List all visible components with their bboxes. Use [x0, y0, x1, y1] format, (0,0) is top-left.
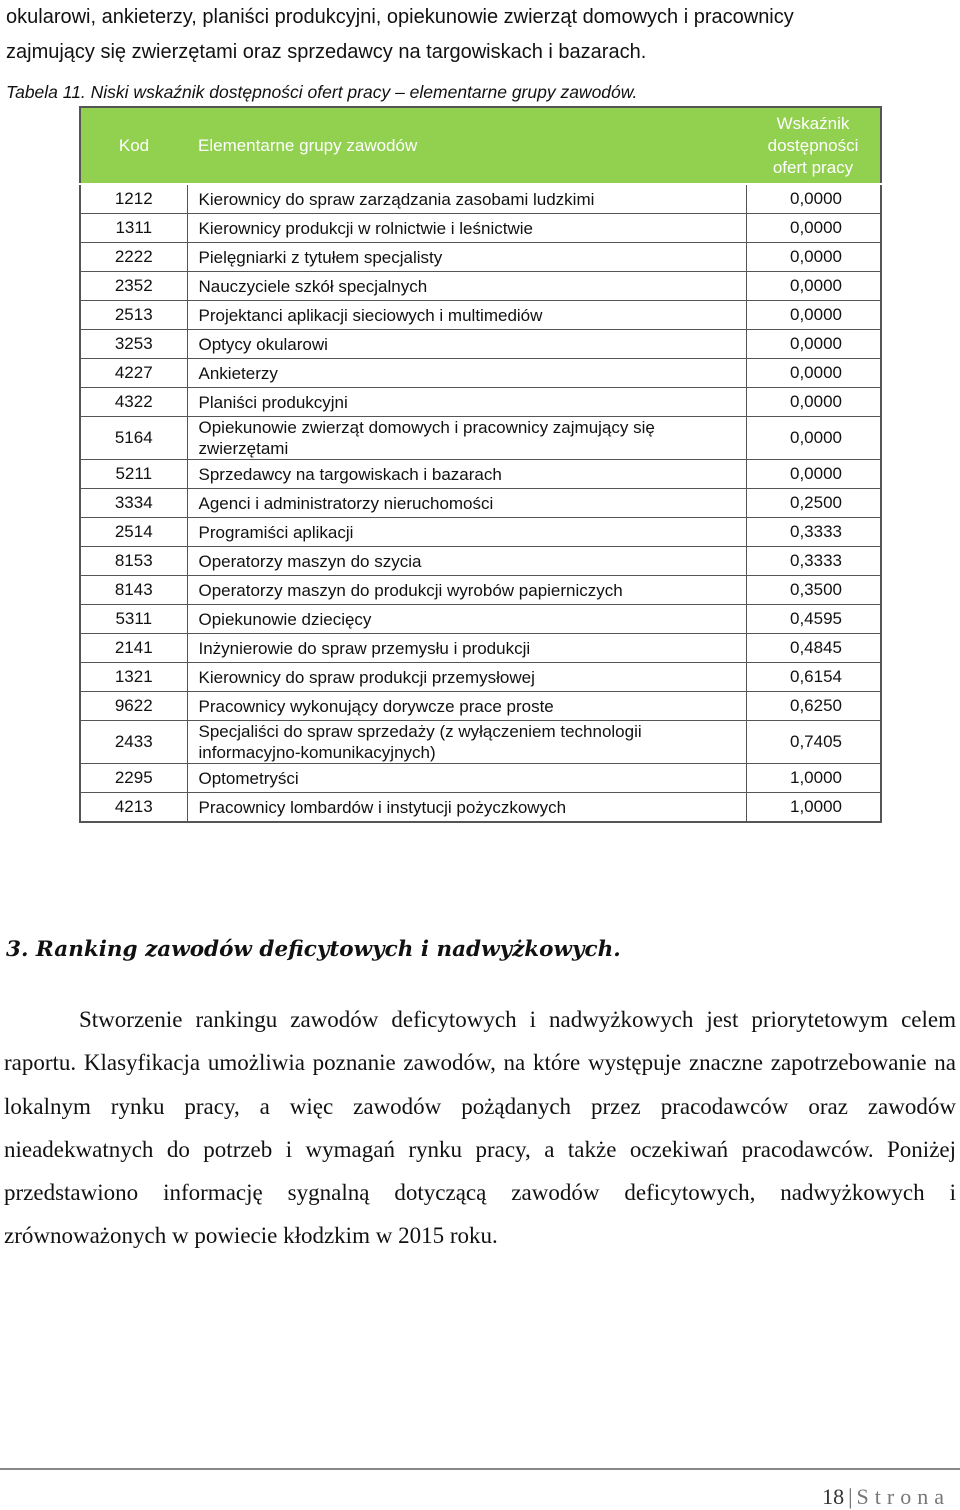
row-code: 4322: [80, 388, 187, 417]
row-name: Pielęgniarki z tytułem specjalisty: [187, 243, 746, 272]
row-value: 0,0000: [746, 359, 881, 388]
row-value: 0,0000: [746, 460, 881, 489]
row-value: 0,4595: [746, 605, 881, 634]
table-row: [80, 214, 881, 243]
row-name: Nauczyciele szkół specjalnych: [187, 272, 746, 301]
table-caption: Tabela 11. Niski wskaźnik dostępności ofert pracy – elementarne grupy zawodów.: [6, 82, 638, 102]
row-name: Sprzedawcy na targowiskach i bazarach: [187, 460, 746, 489]
row-value: 0,3333: [746, 547, 881, 576]
row-name: Specjaliści do spraw sprzedaży (z wyłączeniem technologii informacyjno-komunikacyjnych): [187, 721, 746, 764]
row-name: Kierownicy produkcji w rolnictwie i leśnictwie: [187, 214, 746, 243]
table-row: [80, 663, 881, 692]
intro-line-1: okularowi, ankieterzy, planiści produkcyjni, opiekunowie zwierząt domowych i pracownicy: [6, 6, 794, 28]
row-value: 1,0000: [746, 764, 881, 793]
row-value: 0,0000: [746, 417, 881, 460]
row-code: 3253: [80, 330, 187, 359]
row-code: 2433: [80, 721, 187, 764]
row-value: 1,0000: [746, 793, 881, 823]
table-body: [80, 184, 881, 822]
row-value: 0,2500: [746, 489, 881, 518]
table-row: [80, 184, 881, 214]
row-value: 0,0000: [746, 301, 881, 330]
table-row: [80, 721, 881, 764]
row-code: 3334: [80, 489, 187, 518]
row-value: 0,0000: [746, 214, 881, 243]
row-code: 2352: [80, 272, 187, 301]
row-code: 4213: [80, 793, 187, 823]
row-value: 0,0000: [746, 272, 881, 301]
header-index: [746, 107, 881, 184]
table-row: [80, 460, 881, 489]
table-row: [80, 634, 881, 663]
table-row: [80, 301, 881, 330]
row-name: Kierownicy do spraw produkcji przemysłowej: [187, 663, 746, 692]
row-code: 2141: [80, 634, 187, 663]
section-heading: 3. Ranking zawodów deficytowych i nadwyżkowych.: [6, 937, 621, 962]
row-value: 0,0000: [746, 388, 881, 417]
row-code: 2513: [80, 301, 187, 330]
row-name: Pracownicy wykonujący dorywcze prace proste: [187, 692, 746, 721]
table-row: [80, 793, 881, 823]
row-value: 0,0000: [746, 243, 881, 272]
footer-separator: |: [848, 1484, 853, 1509]
table-row: [80, 417, 881, 460]
table-row: [80, 359, 881, 388]
row-name: Planiści produkcyjni: [187, 388, 746, 417]
row-value: 0,7405: [746, 721, 881, 764]
page-number: 18: [822, 1484, 845, 1509]
row-name: Ankieterzy: [187, 359, 746, 388]
row-value: 0,6154: [746, 663, 881, 692]
row-code: 8143: [80, 576, 187, 605]
row-code: 1321: [80, 663, 187, 692]
row-name: Agenci i administratorzy nieruchomości: [187, 489, 746, 518]
row-code: 2295: [80, 764, 187, 793]
row-name: Optometryści: [187, 764, 746, 793]
row-name: Programiści aplikacji: [187, 518, 746, 547]
row-value: 0,0000: [746, 184, 881, 214]
occupations-table: [79, 106, 882, 823]
row-value: 0,4845: [746, 634, 881, 663]
row-code: 2514: [80, 518, 187, 547]
table-row: [80, 576, 881, 605]
row-code: 9622: [80, 692, 187, 721]
row-name: Operatorzy maszyn do szycia: [187, 547, 746, 576]
row-name: Projektanci aplikacji sieciowych i multimediów: [187, 301, 746, 330]
row-value: 0,6250: [746, 692, 881, 721]
footer-word: Strona: [856, 1484, 950, 1509]
section-paragraph: Stworzenie rankingu zawodów deficytowych i nadwyżkowych jest priorytetowym celem raportu. Klasyfikacja umożliwia poznanie zawodów, na które występuje znaczne zapotrzebowanie na lokalnym rynku pracy, a więc zawodów pożądanych przez pracodawców oraz zawodów nieadekwatnych do potrzeb i wymagań rynku pracy, a także oczekiwań pracodawców. Poniżej przedstawiono informację sygnalną dotyczącą zawodów deficytowych, nadwyżkowych i zrównoważonych w powiecie kłodzkim w 2015 roku.: [4, 1007, 956, 1249]
row-code: 1212: [80, 184, 187, 214]
row-code: 5211: [80, 460, 187, 489]
table-row: [80, 388, 881, 417]
row-code: 1311: [80, 214, 187, 243]
row-code: 5311: [80, 605, 187, 634]
table-row: [80, 272, 881, 301]
row-code: 8153: [80, 547, 187, 576]
header-name: Elementarne grupy zawodów: [187, 107, 746, 184]
row-value: 0,0000: [746, 330, 881, 359]
footer-divider: [0, 1468, 960, 1470]
table-row: [80, 692, 881, 721]
table-row: [80, 243, 881, 272]
table-row: [80, 330, 881, 359]
row-value: 0,3333: [746, 518, 881, 547]
row-name: Optycy okularowi: [187, 330, 746, 359]
row-code: 4227: [80, 359, 187, 388]
table-header-row: [80, 107, 881, 184]
row-name: Pracownicy lombardów i instytucji pożyczkowych: [187, 793, 746, 823]
header-index-line-1: Wskaźnik: [776, 113, 850, 133]
intro-line-2: zajmujący się zwierzętami oraz sprzedawcy na targowiskach i bazarach.: [6, 41, 647, 63]
row-code: 2222: [80, 243, 187, 272]
row-value: 0,3500: [746, 576, 881, 605]
table-row: [80, 605, 881, 634]
table-row: [80, 489, 881, 518]
header-index-line-3: ofert pracy: [772, 157, 854, 177]
section-body: [4, 998, 956, 1258]
row-name: Kierownicy do spraw zarządzania zasobami ludzkimi: [187, 184, 746, 214]
row-name: Inżynierowie do spraw przemysłu i produkcji: [187, 634, 746, 663]
row-name: Opiekunowie zwierząt domowych i pracownicy zajmujący się zwierzętami: [187, 417, 746, 460]
intro-text: [6, 0, 956, 70]
table-row: [80, 764, 881, 793]
table-row: [80, 518, 881, 547]
page-footer: [822, 1484, 950, 1510]
row-name: Operatorzy maszyn do produkcji wyrobów papierniczych: [187, 576, 746, 605]
row-name: Opiekunowie dziecięcy: [187, 605, 746, 634]
table-row: [80, 547, 881, 576]
row-code: 5164: [80, 417, 187, 460]
header-index-line-2: dostępności: [767, 135, 859, 155]
header-code: Kod: [80, 107, 187, 184]
